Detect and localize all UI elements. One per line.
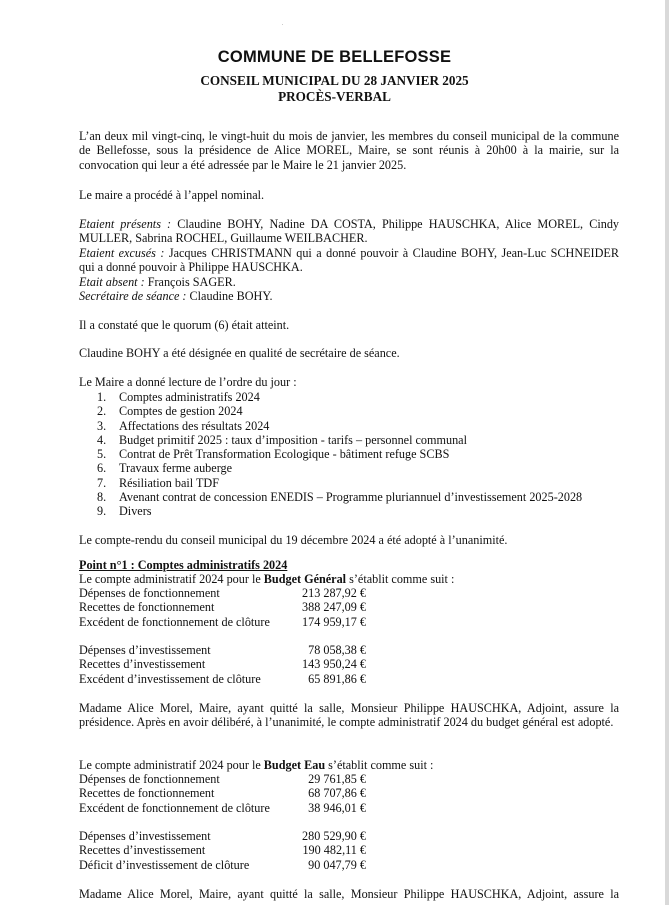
agenda-item: 8. Avenant contrat de concession ENEDIS – Programme pluriannuel d’investissement 2025-2028: [97, 490, 583, 505]
attendance-section: [79, 217, 619, 303]
scan-mark: [282, 24, 283, 25]
absent-members: [79, 275, 619, 289]
agenda-item: 3. Affectations des résultats 2024: [97, 418, 270, 433]
eau-budget-name: Budget Eau: [263, 758, 326, 772]
table-row: Recettes de fonctionnement 388 247,09 €: [79, 600, 366, 615]
present-members: [79, 217, 619, 246]
absent-label: Etait absent :: [79, 274, 145, 289]
agenda-item: 5. Contrat de Prêt Transformation Ecologique - bâtiment refuge SCBS: [97, 447, 450, 462]
secretary-designation: Claudine BOHY a été désignée en qualité de secrétaire de séance.: [79, 346, 400, 360]
page-edge-shadow: [665, 0, 669, 905]
excused-members: [79, 246, 619, 275]
agenda-item: 1. Comptes administratifs 2024: [97, 390, 260, 404]
table-row: Dépenses d’investissement 280 529,90 €: [79, 829, 366, 843]
table-row: Excédent de fonctionnement de clôture 174 959,17 €: [79, 614, 366, 629]
eau-fonctionnement-table: [79, 772, 619, 815]
table-row: Recettes d’investissement 143 950,24 €: [79, 657, 366, 672]
document-type: PROCÈS-VERBAL: [278, 89, 391, 104]
present-names: Claudine BOHY, Nadine DA COSTA, Philippe HAUSCHKA, Alice MOREL, Cindy MULLER, Sabrina ROCHEL, Guillaume WEILBACHER.: [79, 217, 620, 246]
eau-budget-decision: Madame Alice Morel, Maire, ayant quitté la salle, Monsieur Philippe HAUSCHKA, Adjoint, assure la: [79, 887, 619, 901]
general-budget-intro: Le compte administratif 2024 pour le Budget Général s’établit comme suit :: [79, 572, 455, 586]
general-budget-name: Budget Général: [263, 572, 347, 586]
document-title: COMMUNE DE BELLEFOSSE: [217, 48, 452, 66]
agenda-item: 4. Budget primitif 2025 : taux d’imposition - tarifs – personnel communal: [97, 432, 467, 447]
present-label: Etaient présents :: [79, 217, 172, 231]
general-budget-decision: Madame Alice Morel, Maire, ayant quitté la salle, Monsieur Philippe HAUSCHKA, Adjoint, assure la présidence. Après en avoir délibéré, à l’unanimité, le compte administratif 2024 du budget général est adopté.: [79, 701, 619, 730]
eau-investissement-table: [79, 829, 619, 872]
session-title: CONSEIL MUNICIPAL DU 28 JANVIER 2025: [200, 73, 469, 88]
absent-names: François SAGER.: [147, 274, 236, 289]
secretary-name: Claudine BOHY.: [189, 289, 273, 304]
point1-heading: Point n°1 : Comptes administratifs 2024: [79, 558, 288, 572]
session-secretary: [79, 289, 619, 303]
agenda-item: 2. Comptes de gestion 2024: [97, 404, 243, 419]
agenda-list: [97, 390, 617, 519]
table-row: Recettes d’investissement 190 482,11 €: [79, 843, 366, 858]
table-row: Excédent d’investissement de clôture 65 891,86 €: [79, 671, 366, 686]
table-row: Dépenses de fonctionnement 29 761,85 €: [79, 772, 366, 786]
excused-label: Etaient excusés :: [79, 245, 165, 260]
secretary-label: Secrétaire de séance :: [79, 289, 187, 304]
minutes-adopted-line: Le compte-rendu du conseil municipal du 19 décembre 2024 a été adopté à l’unanimité.: [79, 533, 508, 547]
table-row: Recettes de fonctionnement 68 707,86 €: [79, 786, 366, 801]
table-row: Excédent de fonctionnement de clôture 38 946,01 €: [79, 800, 366, 815]
table-row: Déficit d’investissement de clôture 90 047,79 €: [79, 857, 366, 872]
general-investissement-table: [79, 643, 619, 686]
agenda-item: 7. Résiliation bail TDF: [97, 475, 219, 490]
agenda-intro: Le Maire a donné lecture de l’ordre du jour :: [79, 375, 297, 389]
table-row: Dépenses d’investissement 78 058,38 €: [79, 643, 366, 657]
excused-names: Jacques CHRISTMANN qui a donné pouvoir à Claudine BOHY, Jean-Luc SCHNEIDER qui a donné pouvoir à Philippe HAUSCHKA.: [79, 245, 619, 275]
agenda-item: 9. Divers: [97, 504, 152, 519]
general-fonctionnement-table: [79, 586, 619, 629]
intro-paragraph: L’an deux mil vingt-cinq, le vingt-huit du mois de janvier, les membres du conseil municipal de la commune de Bellefosse, sous la présidence de Alice MOREL, Maire, se sont réunis à 20h00 à la mairie, sur la convocation qui leur a été adressée par le Maire le 21 janvier 2025.: [79, 129, 619, 172]
quorum-line: Il a constaté que le quorum (6) était atteint.: [79, 318, 290, 332]
agenda-item: 6. Travaux ferme auberge: [97, 461, 233, 476]
eau-budget-intro: Le compte administratif 2024 pour le Budget Eau s’établit comme suit :: [79, 758, 434, 772]
roll-call-line: Le maire a procédé à l’appel nominal.: [79, 188, 265, 202]
table-row: Dépenses de fonctionnement 213 287,92 €: [79, 586, 366, 600]
